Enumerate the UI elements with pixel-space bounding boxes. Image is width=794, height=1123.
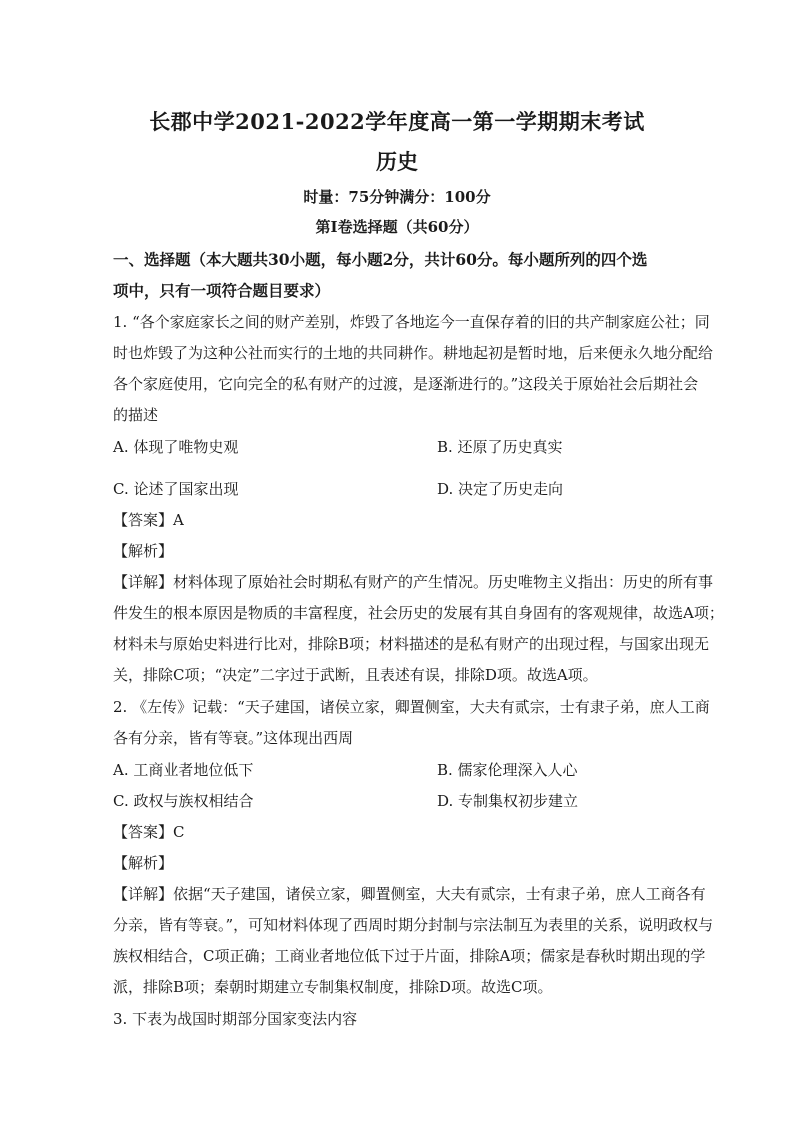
q1-detail-line: 关，排除C项；“决定”二字过于武断，且表述有误，排除D项。故选A项。: [113, 666, 598, 684]
q2-option-c: C. 政权与族权相结合: [113, 792, 254, 810]
q1-option-a: A. 体现了唯物史观: [113, 438, 239, 456]
q1-text-line: 1. “各个家庭家长之间的财产差别，炸毁了各地迄今一直保存着的旧的共产制家庭公社；同: [113, 313, 710, 331]
q2-detail-line: 派，排除B项；秦朝时期建立专制集权制度，排除D项。故选C项。: [113, 978, 553, 996]
q2-detail-line: 分亲，皆有等衰。”，可知材料体现了西周时期分封制与宗法制互为表里的关系，说明政权与: [113, 916, 714, 934]
exam-title: 长郡中学2021-2022学年度高一第一学期期末考试: [149, 109, 645, 134]
q1-text-line: 时也炸毁了为这种公社而实行的土地的共同耕作。耕地起初是暂时地，后来便永久地分配给: [113, 344, 714, 362]
q2-answer: 【答案】C: [113, 823, 185, 841]
q1-option-b: B. 还原了历史真实: [437, 438, 563, 456]
q2-text-line: 各有分亲，皆有等衰。”这体现出西周: [113, 729, 354, 747]
q1-option-d: D. 决定了历史走向: [437, 480, 564, 498]
section-heading-line2: 项中，只有一项符合题目要求）: [113, 281, 331, 300]
q1-answer: 【答案】A: [113, 511, 184, 529]
q1-text-line: 各个家庭使用，它向完全的私有财产的过渡，是逐渐进行的。”这段关于原始社会后期社会: [113, 375, 699, 393]
q2-option-d: D. 专制集权初步建立: [437, 792, 579, 810]
part-heading: 第Ⅰ卷选择题（共60分）: [315, 218, 479, 236]
q1-analysis-label: 【解析】: [113, 542, 174, 560]
subject-title: 历史: [376, 149, 418, 174]
q2-analysis-label: 【解析】: [113, 854, 174, 872]
exam-meta: 时量：75分钟满分：100分: [303, 188, 491, 206]
q3-text-line: 3. 下表为战国时期部分国家变法内容: [113, 1010, 358, 1028]
q1-detail-line: 材料未与原始史料进行比对，排除B项；材料描述的是私有财产的出现过程，与国家出现无: [113, 635, 710, 653]
section-heading-line1: 一、选择题（本大题共30小题，每小题2分，共计60分。每小题所列的四个选: [113, 250, 648, 269]
q1-detail-line: 件发生的根本原因是物质的丰富程度，社会历史的发展有其自身固有的客观规律，故选A项；: [113, 604, 724, 622]
q2-detail-line: 族权相结合，C项正确；工商业者地位低下过于片面，排除A项；儒家是春秋时期出现的学: [113, 947, 706, 965]
q1-detail-line: 【详解】材料体现了原始社会时期私有财产的产生情况。历史唯物主义指出：历史的所有事: [113, 573, 714, 591]
q1-option-c: C. 论述了国家出现: [113, 480, 239, 498]
q2-text-line: 2. 《左传》记载：“天子建国，诸侯立家，卿置侧室，大夫有贰宗，士有隶子弟，庶人工商: [113, 698, 710, 716]
q2-option-b: B. 儒家伦理深入人心: [437, 761, 578, 779]
q2-detail-line: 【详解】依据“天子建国，诸侯立家，卿置侧室，大夫有贰宗，士有隶子弟，庶人工商各有: [113, 885, 706, 903]
q1-text-line: 的描述: [113, 406, 159, 424]
q2-option-a: A. 工商业者地位低下: [113, 761, 254, 779]
